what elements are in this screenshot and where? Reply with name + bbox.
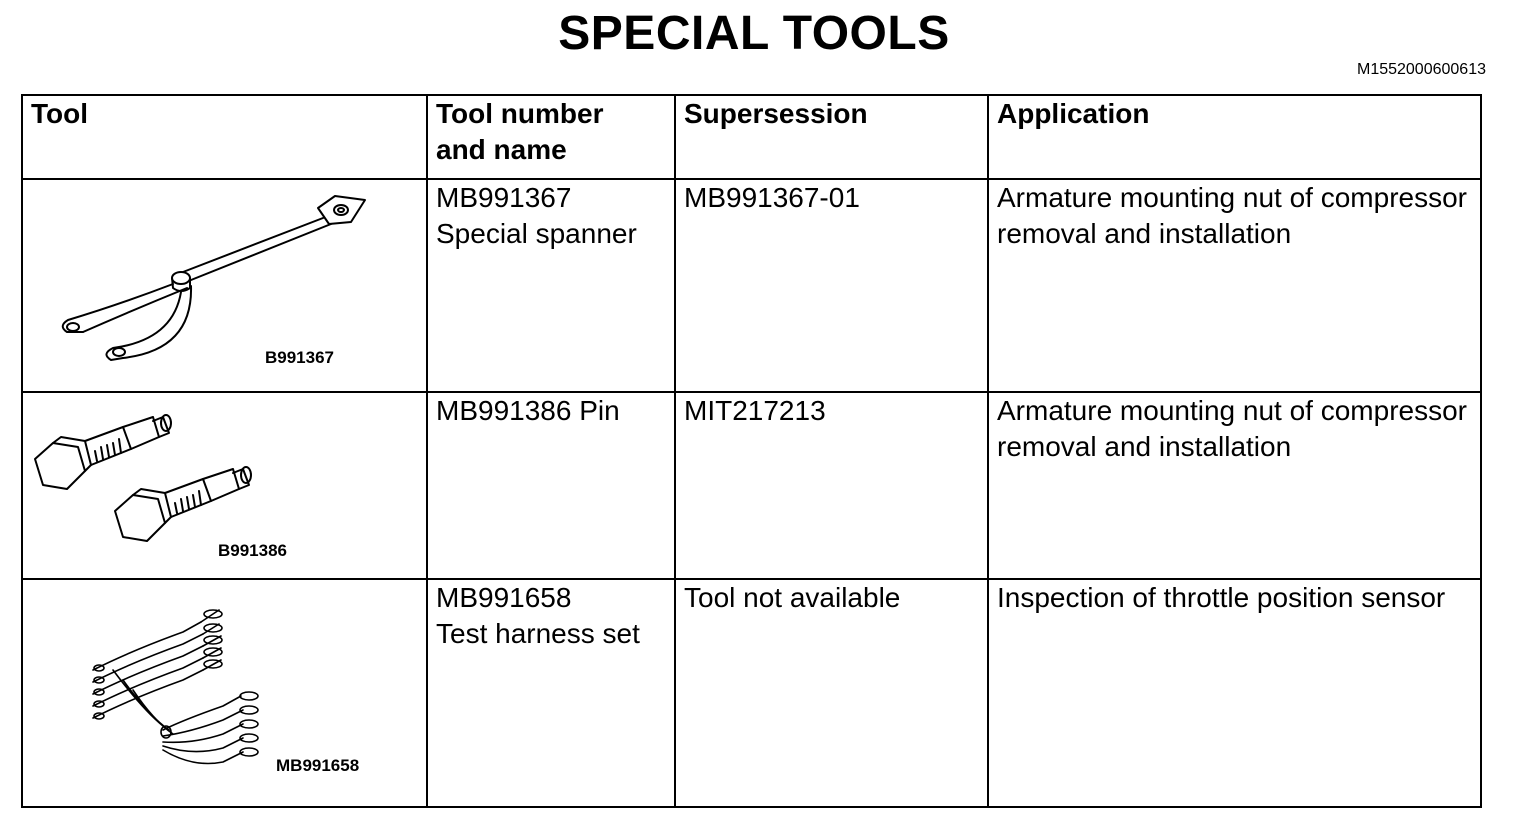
application-cell: Armature mounting nut of compressor removal and installation — [988, 392, 1481, 579]
tool-illustration-cell — [22, 392, 427, 579]
special-tools-table — [21, 94, 1482, 808]
table-row — [22, 392, 1481, 579]
tool-name: Special spanner — [436, 218, 637, 249]
header-application: Application — [988, 95, 1481, 179]
tool-number: MB991658 — [436, 582, 572, 613]
page-title: SPECIAL TOOLS — [558, 7, 950, 60]
supersession-cell: MB991367-01 — [675, 179, 988, 392]
header-tool-number-line1: Tool number — [436, 98, 604, 129]
document-code: M1552000600613 — [1356, 61, 1486, 78]
tool-name: Test harness set — [436, 618, 640, 649]
application-cell: Armature mounting nut of compressor removal and installation — [988, 179, 1481, 392]
header-supersession: Supersession — [675, 95, 988, 179]
tool-illustration-label: MB991658 — [276, 756, 360, 775]
tool-illustration-label: B991367 — [265, 348, 335, 367]
tool-illustration-cell — [22, 179, 427, 392]
tool-illustration-cell — [22, 579, 427, 807]
table-header-row — [22, 95, 1481, 179]
tool-number: MB991367 — [436, 182, 572, 213]
supersession-cell: MIT217213 — [675, 392, 988, 579]
table-row — [22, 179, 1481, 392]
supersession-cell: Tool not available — [675, 579, 988, 807]
header-tool-number-line2: and name — [436, 134, 567, 165]
header-tool: Tool — [22, 95, 427, 179]
spanner-icon — [23, 180, 428, 393]
tool-number-cell — [427, 579, 675, 807]
tool-number-cell — [427, 179, 675, 392]
tool-number: MB991386 Pin — [436, 395, 620, 426]
table-row — [22, 579, 1481, 807]
application-cell: Inspection of throttle position sensor — [988, 579, 1481, 807]
tool-number-cell — [427, 392, 675, 579]
test-harness-icon — [23, 580, 428, 808]
tool-illustration-label: B991386 — [218, 541, 288, 560]
header-tool-number — [427, 95, 675, 179]
